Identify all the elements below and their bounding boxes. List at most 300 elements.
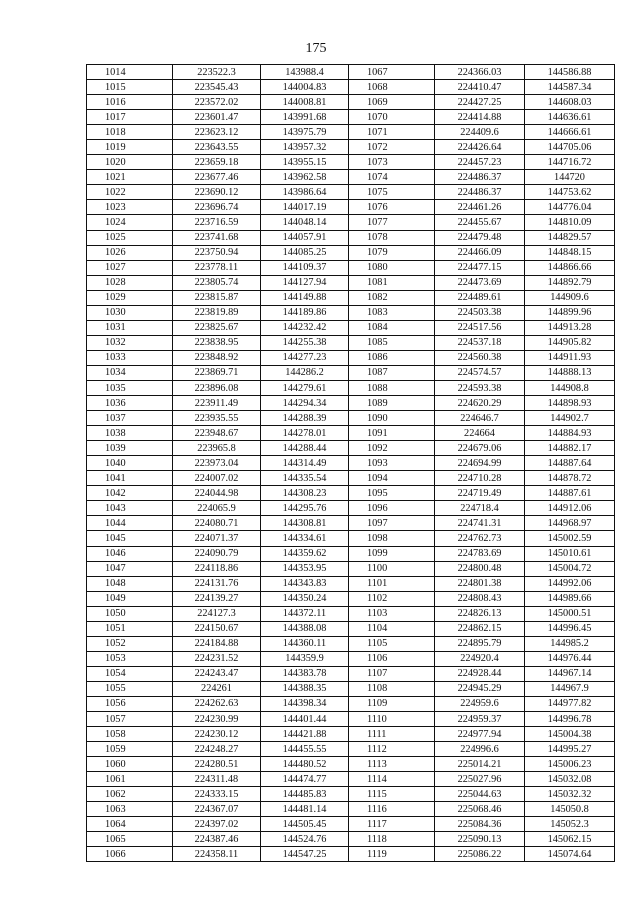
y-coordinate-left: 144057.91 — [261, 230, 349, 245]
table-row — [87, 215, 615, 230]
table-row — [87, 140, 615, 155]
point-number-right: 1097 — [349, 516, 435, 531]
point-number-right: 1106 — [349, 651, 435, 666]
x-coordinate-left: 223522.3 — [173, 65, 261, 80]
x-coordinate-right: 224574.57 — [435, 365, 525, 380]
point-number-right: 1092 — [349, 441, 435, 456]
point-number-left: 1014 — [87, 65, 173, 80]
x-coordinate-left: 223805.74 — [173, 275, 261, 290]
y-coordinate-right: 144753.62 — [525, 185, 615, 200]
y-coordinate-right: 144887.64 — [525, 456, 615, 471]
point-number-right: 1096 — [349, 501, 435, 516]
x-coordinate-left: 224044.98 — [173, 486, 261, 501]
point-number-left: 1018 — [87, 125, 173, 140]
x-coordinate-right: 224410.47 — [435, 80, 525, 95]
x-coordinate-left: 224367.07 — [173, 802, 261, 817]
x-coordinate-left: 224080.71 — [173, 516, 261, 531]
y-coordinate-left: 144295.76 — [261, 501, 349, 516]
point-number-left: 1025 — [87, 230, 173, 245]
y-coordinate-right: 144908.8 — [525, 380, 615, 395]
y-coordinate-left: 144421.88 — [261, 727, 349, 742]
x-coordinate-left: 224131.76 — [173, 576, 261, 591]
x-coordinate-right: 224959.37 — [435, 712, 525, 727]
x-coordinate-left: 224007.02 — [173, 471, 261, 486]
point-number-right: 1082 — [349, 290, 435, 305]
table-row — [87, 200, 615, 215]
point-number-right: 1100 — [349, 561, 435, 576]
x-coordinate-left: 223869.71 — [173, 365, 261, 380]
x-coordinate-right: 224977.94 — [435, 727, 525, 742]
y-coordinate-right: 144888.13 — [525, 365, 615, 380]
point-number-left: 1044 — [87, 516, 173, 531]
x-coordinate-left: 224118.86 — [173, 561, 261, 576]
y-coordinate-left: 144189.86 — [261, 305, 349, 320]
x-coordinate-left: 224090.79 — [173, 546, 261, 561]
x-coordinate-left: 224184.88 — [173, 636, 261, 651]
point-number-left: 1033 — [87, 350, 173, 365]
point-number-right: 1077 — [349, 215, 435, 230]
table-row — [87, 651, 615, 666]
y-coordinate-right: 144892.79 — [525, 275, 615, 290]
table-row — [87, 757, 615, 772]
x-coordinate-left: 223848.92 — [173, 350, 261, 365]
y-coordinate-right: 144995.27 — [525, 742, 615, 757]
y-coordinate-left: 144401.44 — [261, 712, 349, 727]
table-row — [87, 170, 615, 185]
y-coordinate-left: 143975.79 — [261, 125, 349, 140]
y-coordinate-right: 144967.14 — [525, 666, 615, 681]
point-number-left: 1015 — [87, 80, 173, 95]
point-number-right: 1110 — [349, 712, 435, 727]
x-coordinate-left: 223601.47 — [173, 110, 261, 125]
x-coordinate-right: 224477.15 — [435, 260, 525, 275]
y-coordinate-left: 144308.23 — [261, 486, 349, 501]
y-coordinate-right: 144985.2 — [525, 636, 615, 651]
point-number-right: 1107 — [349, 666, 435, 681]
y-coordinate-right: 145002.59 — [525, 531, 615, 546]
point-number-left: 1026 — [87, 245, 173, 260]
x-coordinate-left: 224397.02 — [173, 817, 261, 832]
point-number-right: 1074 — [349, 170, 435, 185]
point-number-left: 1061 — [87, 772, 173, 787]
y-coordinate-left: 144383.78 — [261, 666, 349, 681]
y-coordinate-right: 145062.15 — [525, 832, 615, 847]
y-coordinate-right: 144848.15 — [525, 245, 615, 260]
x-coordinate-left: 224311.48 — [173, 772, 261, 787]
y-coordinate-left: 144277.23 — [261, 350, 349, 365]
point-number-right: 1105 — [349, 636, 435, 651]
x-coordinate-right: 224560.38 — [435, 350, 525, 365]
table-row — [87, 230, 615, 245]
x-coordinate-left: 223696.74 — [173, 200, 261, 215]
y-coordinate-right: 145032.08 — [525, 772, 615, 787]
x-coordinate-right: 224414.88 — [435, 110, 525, 125]
y-coordinate-left: 144278.01 — [261, 426, 349, 441]
y-coordinate-left: 144288.44 — [261, 441, 349, 456]
x-coordinate-left: 224262.63 — [173, 696, 261, 711]
point-number-right: 1068 — [349, 80, 435, 95]
table-row — [87, 95, 615, 110]
x-coordinate-right: 225084.36 — [435, 817, 525, 832]
point-number-right: 1095 — [349, 486, 435, 501]
y-coordinate-left: 144279.61 — [261, 380, 349, 395]
table-row — [87, 591, 615, 606]
x-coordinate-right: 225044.63 — [435, 787, 525, 802]
table-row — [87, 441, 615, 456]
x-coordinate-right: 224718.4 — [435, 501, 525, 516]
y-coordinate-left: 144480.52 — [261, 757, 349, 772]
y-coordinate-left: 144127.94 — [261, 275, 349, 290]
table-row — [87, 290, 615, 305]
point-number-right: 1067 — [349, 65, 435, 80]
x-coordinate-left: 224231.52 — [173, 651, 261, 666]
table-row — [87, 155, 615, 170]
point-number-left: 1048 — [87, 576, 173, 591]
table-row — [87, 80, 615, 95]
point-number-right: 1112 — [349, 742, 435, 757]
y-coordinate-right: 144905.82 — [525, 335, 615, 350]
y-coordinate-left: 144343.83 — [261, 576, 349, 591]
table-row — [87, 350, 615, 365]
x-coordinate-right: 224719.49 — [435, 486, 525, 501]
y-coordinate-left: 144017.19 — [261, 200, 349, 215]
x-coordinate-right: 224783.69 — [435, 546, 525, 561]
x-coordinate-left: 223659.18 — [173, 155, 261, 170]
y-coordinate-right: 145006.23 — [525, 757, 615, 772]
y-coordinate-right: 144996.45 — [525, 621, 615, 636]
point-number-left: 1046 — [87, 546, 173, 561]
y-coordinate-left: 144334.61 — [261, 531, 349, 546]
table-row — [87, 531, 615, 546]
x-coordinate-left: 224387.46 — [173, 832, 261, 847]
point-number-left: 1038 — [87, 426, 173, 441]
y-coordinate-left: 144388.08 — [261, 621, 349, 636]
table-row — [87, 110, 615, 125]
table-row — [87, 365, 615, 380]
x-coordinate-right: 224800.48 — [435, 561, 525, 576]
point-number-right: 1103 — [349, 606, 435, 621]
x-coordinate-left: 223965.8 — [173, 441, 261, 456]
x-coordinate-right: 224457.23 — [435, 155, 525, 170]
point-number-right: 1101 — [349, 576, 435, 591]
point-number-right: 1084 — [349, 320, 435, 335]
point-number-right: 1086 — [349, 350, 435, 365]
y-coordinate-left: 144308.81 — [261, 516, 349, 531]
table-row — [87, 817, 615, 832]
point-number-left: 1045 — [87, 531, 173, 546]
table-row — [87, 681, 615, 696]
y-coordinate-right: 145004.38 — [525, 727, 615, 742]
x-coordinate-left: 224261 — [173, 681, 261, 696]
x-coordinate-left: 224230.12 — [173, 727, 261, 742]
x-coordinate-left: 224065.9 — [173, 501, 261, 516]
point-number-right: 1113 — [349, 757, 435, 772]
x-coordinate-left: 223572.02 — [173, 95, 261, 110]
point-number-left: 1031 — [87, 320, 173, 335]
table-row — [87, 546, 615, 561]
y-coordinate-left: 144314.49 — [261, 456, 349, 471]
y-coordinate-right: 144829.57 — [525, 230, 615, 245]
x-coordinate-left: 223973.04 — [173, 456, 261, 471]
point-number-right: 1081 — [349, 275, 435, 290]
x-coordinate-left: 224333.15 — [173, 787, 261, 802]
x-coordinate-left: 224071.37 — [173, 531, 261, 546]
x-coordinate-left: 224230.99 — [173, 712, 261, 727]
x-coordinate-left: 224248.27 — [173, 742, 261, 757]
table-row — [87, 501, 615, 516]
y-coordinate-left: 144505.45 — [261, 817, 349, 832]
point-number-left: 1016 — [87, 95, 173, 110]
y-coordinate-left: 143988.4 — [261, 65, 349, 80]
point-number-left: 1021 — [87, 170, 173, 185]
point-number-right: 1073 — [349, 155, 435, 170]
y-coordinate-right: 144636.61 — [525, 110, 615, 125]
point-number-right: 1069 — [349, 95, 435, 110]
y-coordinate-right: 144705.06 — [525, 140, 615, 155]
x-coordinate-right: 224427.25 — [435, 95, 525, 110]
y-coordinate-left: 144085.25 — [261, 245, 349, 260]
x-coordinate-right: 225086.22 — [435, 847, 525, 862]
x-coordinate-left: 223643.55 — [173, 140, 261, 155]
table-row — [87, 772, 615, 787]
point-number-right: 1088 — [349, 380, 435, 395]
x-coordinate-left: 223778.11 — [173, 260, 261, 275]
y-coordinate-right: 144992.06 — [525, 576, 615, 591]
x-coordinate-right: 225068.46 — [435, 802, 525, 817]
point-number-right: 1116 — [349, 802, 435, 817]
point-number-left: 1020 — [87, 155, 173, 170]
y-coordinate-right: 145052.3 — [525, 817, 615, 832]
point-number-right: 1087 — [349, 365, 435, 380]
y-coordinate-left: 144359.9 — [261, 651, 349, 666]
table-row — [87, 802, 615, 817]
table-row — [87, 456, 615, 471]
y-coordinate-right: 144586.88 — [525, 65, 615, 80]
point-number-right: 1075 — [349, 185, 435, 200]
x-coordinate-left: 223741.68 — [173, 230, 261, 245]
x-coordinate-right: 225090.13 — [435, 832, 525, 847]
x-coordinate-right: 224620.29 — [435, 396, 525, 411]
x-coordinate-right: 224593.38 — [435, 380, 525, 395]
x-coordinate-right: 224826.13 — [435, 606, 525, 621]
x-coordinate-left: 224358.11 — [173, 847, 261, 862]
x-coordinate-right: 224959.6 — [435, 696, 525, 711]
y-coordinate-left: 144109.37 — [261, 260, 349, 275]
point-number-left: 1049 — [87, 591, 173, 606]
x-coordinate-right: 224664 — [435, 426, 525, 441]
y-coordinate-left: 144294.34 — [261, 396, 349, 411]
y-coordinate-right: 144968.97 — [525, 516, 615, 531]
point-number-left: 1065 — [87, 832, 173, 847]
y-coordinate-left: 144353.95 — [261, 561, 349, 576]
y-coordinate-left: 144255.38 — [261, 335, 349, 350]
x-coordinate-right: 224455.67 — [435, 215, 525, 230]
x-coordinate-left: 224139.27 — [173, 591, 261, 606]
table-row — [87, 471, 615, 486]
y-coordinate-right: 144996.78 — [525, 712, 615, 727]
table-row — [87, 847, 615, 862]
y-coordinate-right: 144776.04 — [525, 200, 615, 215]
table-row — [87, 396, 615, 411]
y-coordinate-right: 145074.64 — [525, 847, 615, 862]
y-coordinate-right: 144587.34 — [525, 80, 615, 95]
y-coordinate-right: 144976.44 — [525, 651, 615, 666]
point-number-left: 1055 — [87, 681, 173, 696]
table-row — [87, 696, 615, 711]
coordinates-table-body — [87, 65, 615, 862]
point-number-right: 1115 — [349, 787, 435, 802]
y-coordinate-left: 144232.42 — [261, 320, 349, 335]
point-number-right: 1104 — [349, 621, 435, 636]
y-coordinate-right: 144882.17 — [525, 441, 615, 456]
x-coordinate-right: 224694.99 — [435, 456, 525, 471]
point-number-left: 1051 — [87, 621, 173, 636]
x-coordinate-left: 223935.55 — [173, 411, 261, 426]
coordinates-table — [86, 64, 615, 862]
x-coordinate-right: 224409.6 — [435, 125, 525, 140]
y-coordinate-right: 145004.72 — [525, 561, 615, 576]
point-number-right: 1076 — [349, 200, 435, 215]
x-coordinate-right: 224710.28 — [435, 471, 525, 486]
point-number-left: 1019 — [87, 140, 173, 155]
point-number-left: 1047 — [87, 561, 173, 576]
y-coordinate-right: 144977.82 — [525, 696, 615, 711]
y-coordinate-left: 144398.34 — [261, 696, 349, 711]
table-row — [87, 621, 615, 636]
point-number-left: 1034 — [87, 365, 173, 380]
y-coordinate-left: 144388.35 — [261, 681, 349, 696]
point-number-right: 1109 — [349, 696, 435, 711]
x-coordinate-right: 224801.38 — [435, 576, 525, 591]
table-row — [87, 185, 615, 200]
table-row — [87, 576, 615, 591]
y-coordinate-right: 144887.61 — [525, 486, 615, 501]
table-row — [87, 727, 615, 742]
point-number-left: 1029 — [87, 290, 173, 305]
x-coordinate-left: 223690.12 — [173, 185, 261, 200]
table-row — [87, 245, 615, 260]
point-number-right: 1111 — [349, 727, 435, 742]
x-coordinate-left: 223896.08 — [173, 380, 261, 395]
y-coordinate-right: 144989.66 — [525, 591, 615, 606]
y-coordinate-right: 145000.51 — [525, 606, 615, 621]
x-coordinate-right: 224996.6 — [435, 742, 525, 757]
point-number-left: 1057 — [87, 712, 173, 727]
point-number-left: 1058 — [87, 727, 173, 742]
point-number-left: 1032 — [87, 335, 173, 350]
table-row — [87, 486, 615, 501]
y-coordinate-left: 143955.15 — [261, 155, 349, 170]
x-coordinate-left: 224243.47 — [173, 666, 261, 681]
x-coordinate-right: 224808.43 — [435, 591, 525, 606]
point-number-left: 1030 — [87, 305, 173, 320]
point-number-left: 1017 — [87, 110, 173, 125]
point-number-left: 1062 — [87, 787, 173, 802]
x-coordinate-right: 224503.38 — [435, 305, 525, 320]
point-number-left: 1056 — [87, 696, 173, 711]
point-number-left: 1023 — [87, 200, 173, 215]
point-number-left: 1042 — [87, 486, 173, 501]
y-coordinate-right: 144878.72 — [525, 471, 615, 486]
table-row — [87, 787, 615, 802]
table-row — [87, 666, 615, 681]
point-number-left: 1059 — [87, 742, 173, 757]
x-coordinate-left: 223819.89 — [173, 305, 261, 320]
y-coordinate-left: 144547.25 — [261, 847, 349, 862]
point-number-left: 1024 — [87, 215, 173, 230]
point-number-right: 1083 — [349, 305, 435, 320]
point-number-left: 1040 — [87, 456, 173, 471]
x-coordinate-left: 223948.67 — [173, 426, 261, 441]
y-coordinate-right: 145032.32 — [525, 787, 615, 802]
x-coordinate-left: 223838.95 — [173, 335, 261, 350]
point-number-right: 1071 — [349, 125, 435, 140]
y-coordinate-left: 143957.32 — [261, 140, 349, 155]
point-number-right: 1070 — [349, 110, 435, 125]
x-coordinate-right: 224473.69 — [435, 275, 525, 290]
y-coordinate-right: 144909.6 — [525, 290, 615, 305]
table-row — [87, 380, 615, 395]
x-coordinate-right: 224862.15 — [435, 621, 525, 636]
x-coordinate-left: 223716.59 — [173, 215, 261, 230]
y-coordinate-left: 144455.55 — [261, 742, 349, 757]
point-number-left: 1041 — [87, 471, 173, 486]
x-coordinate-left: 223825.67 — [173, 320, 261, 335]
point-number-right: 1089 — [349, 396, 435, 411]
y-coordinate-right: 144967.9 — [525, 681, 615, 696]
table-row — [87, 275, 615, 290]
x-coordinate-right: 224426.64 — [435, 140, 525, 155]
y-coordinate-left: 144149.88 — [261, 290, 349, 305]
y-coordinate-right: 145010.61 — [525, 546, 615, 561]
point-number-right: 1090 — [349, 411, 435, 426]
y-coordinate-right: 144913.28 — [525, 320, 615, 335]
y-coordinate-left: 144286.2 — [261, 365, 349, 380]
x-coordinate-left: 223545.43 — [173, 80, 261, 95]
table-row — [87, 636, 615, 651]
x-coordinate-right: 225014.21 — [435, 757, 525, 772]
x-coordinate-right: 224479.48 — [435, 230, 525, 245]
y-coordinate-left: 144359.62 — [261, 546, 349, 561]
x-coordinate-right: 224486.37 — [435, 170, 525, 185]
y-coordinate-left: 144481.14 — [261, 802, 349, 817]
x-coordinate-left: 223750.94 — [173, 245, 261, 260]
point-number-left: 1053 — [87, 651, 173, 666]
y-coordinate-right: 144902.7 — [525, 411, 615, 426]
point-number-left: 1063 — [87, 802, 173, 817]
point-number-right: 1098 — [349, 531, 435, 546]
x-coordinate-right: 224679.06 — [435, 441, 525, 456]
point-number-right: 1114 — [349, 772, 435, 787]
y-coordinate-right: 144884.93 — [525, 426, 615, 441]
x-coordinate-right: 224762.73 — [435, 531, 525, 546]
y-coordinate-right: 144720 — [525, 170, 615, 185]
y-coordinate-right: 144866.66 — [525, 260, 615, 275]
point-number-left: 1052 — [87, 636, 173, 651]
x-coordinate-right: 224517.56 — [435, 320, 525, 335]
y-coordinate-right: 144716.72 — [525, 155, 615, 170]
y-coordinate-left: 144008.81 — [261, 95, 349, 110]
y-coordinate-left: 143962.58 — [261, 170, 349, 185]
point-number-left: 1036 — [87, 396, 173, 411]
x-coordinate-right: 224461.26 — [435, 200, 525, 215]
y-coordinate-right: 144911.93 — [525, 350, 615, 365]
table-row — [87, 606, 615, 621]
point-number-right: 1117 — [349, 817, 435, 832]
point-number-right: 1102 — [349, 591, 435, 606]
y-coordinate-right: 144810.09 — [525, 215, 615, 230]
y-coordinate-left: 144360.11 — [261, 636, 349, 651]
